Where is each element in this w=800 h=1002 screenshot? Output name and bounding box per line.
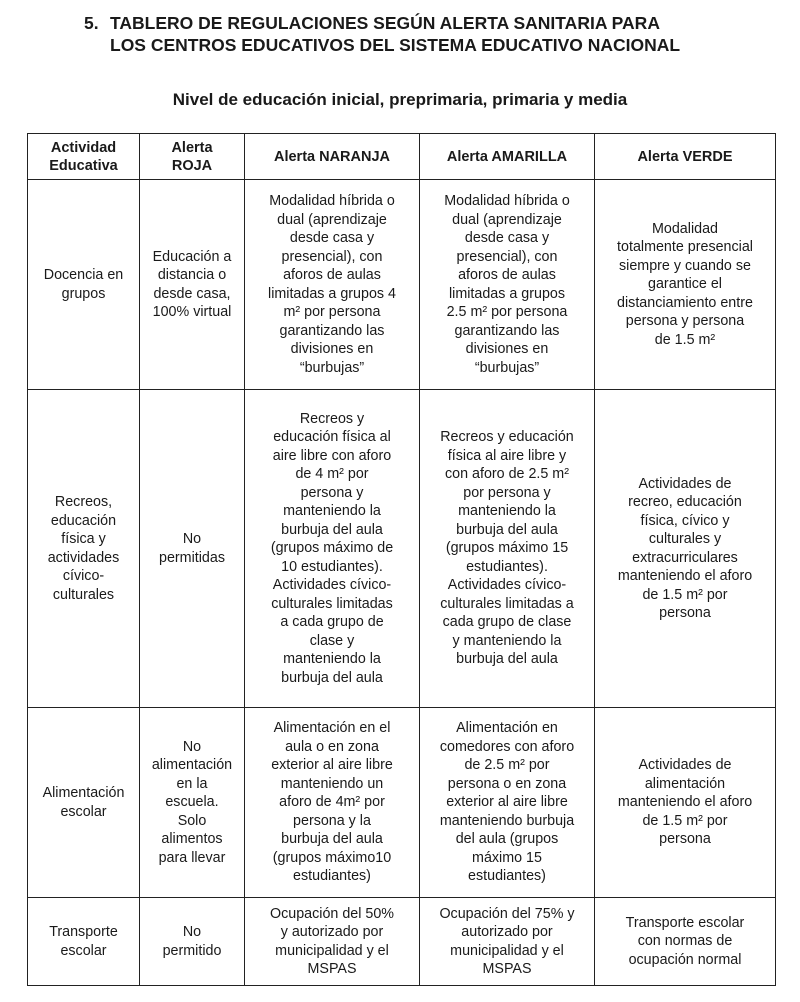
section-number: 5. (84, 13, 99, 33)
alert-orange-cell: Alimentación en el aula o en zona exterior al aire libre manteniendo un aforo de 4m² por persona y la burbuja del aula (grupos máximo10 estudiantes) (245, 708, 420, 898)
header-alert-green: Alerta VERDE (595, 134, 776, 180)
alert-red-cell: No alimentación en la escuela. Solo alimentos para llevar (140, 708, 245, 898)
education-level-subtitle: Nivel de educación inicial, preprimaria, primaria y media (172, 90, 628, 109)
document-heading (84, 12, 764, 56)
alert-green-cell: Transporte escolar con normas de ocupación normal (595, 898, 776, 986)
alert-yellow-cell: Alimentación en comedores con aforo de 2.5 m² por persona o en zona exterior al aire libre manteniendo burbuja del aula (grupos máximo 15 estudiantes) (420, 708, 595, 898)
activity-cell: Docencia en grupos (28, 180, 140, 390)
regulations-table (27, 133, 776, 986)
header-alert-red: Alerta ROJA (140, 134, 245, 180)
header-activity: Actividad Educativa (28, 134, 140, 180)
table-row (28, 390, 776, 708)
alert-red-cell: Educación a distancia o desde casa, 100% virtual (140, 180, 245, 390)
alert-green-cell: Modalidad totalmente presencial siempre y cuando se garantice el distanciamiento entre persona y persona de 1.5 m² (595, 180, 776, 390)
activity-cell: Transporte escolar (28, 898, 140, 986)
alert-orange-cell: Ocupación del 50% y autorizado por municipalidad y el MSPAS (245, 898, 420, 986)
alert-orange-cell: Recreos y educación física al aire libre con aforo de 4 m² por persona y manteniendo la burbuja del aula (grupos máximo de 10 estudiantes). Actividades cívico- culturales limitadas a cada grupo de clase y manteniendo la burbuja del aula (245, 390, 420, 708)
alert-red-cell: No permitidas (140, 390, 245, 708)
alert-green-cell: Actividades de alimentación manteniendo el aforo de 1.5 m² por persona (595, 708, 776, 898)
activity-cell: Alimentación escolar (28, 708, 140, 898)
header-alert-orange: Alerta NARANJA (245, 134, 420, 180)
alert-yellow-cell: Modalidad híbrida o dual (aprendizaje desde casa y presencial), con aforos de aulas limitadas a grupos 2.5 m² por persona garantizando las divisiones en “burbujas” (420, 180, 595, 390)
alert-red-cell: No permitido (140, 898, 245, 986)
table-row (28, 180, 776, 390)
table-row (28, 898, 776, 986)
alert-yellow-cell: Ocupación del 75% y autorizado por municipalidad y el MSPAS (420, 898, 595, 986)
table-row (28, 708, 776, 898)
header-row (28, 134, 776, 180)
activity-cell: Recreos, educación física y actividades cívico- culturales (28, 390, 140, 708)
title-line-2: LOS CENTROS EDUCATIVOS DEL SISTEMA EDUCATIVO NACIONAL (110, 35, 681, 55)
title-line-1: TABLERO DE REGULACIONES SEGÚN ALERTA SANITARIA PARA (110, 13, 660, 33)
alert-green-cell: Actividades de recreo, educación física, cívico y culturales y extracurriculares manteniendo el aforo de 1.5 m² por persona (595, 390, 776, 708)
alert-orange-cell: Modalidad híbrida o dual (aprendizaje desde casa y presencial), con aforos de aulas limitadas a grupos 4 m² por persona garantizando las divisiones en “burbujas” (245, 180, 420, 390)
header-alert-yellow: Alerta AMARILLA (420, 134, 595, 180)
alert-yellow-cell: Recreos y educación física al aire libre y con aforo de 2.5 m² por persona y manteniendo la burbuja del aula (grupos máximo 15 estudiantes). Actividades cívico- culturales limitadas a cada grupo de clase y manteniendo la burbuja del aula (420, 390, 595, 708)
